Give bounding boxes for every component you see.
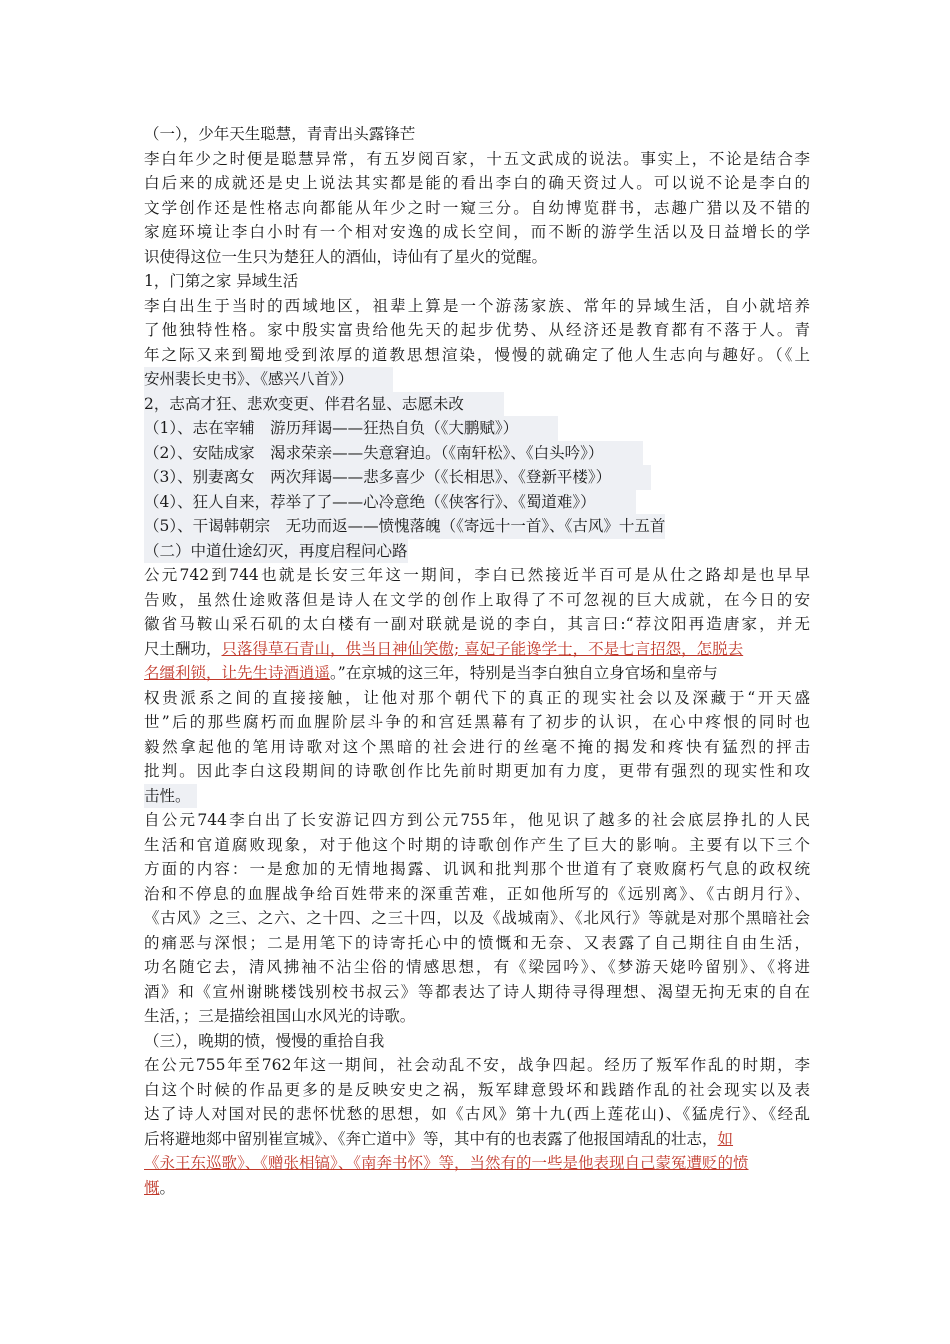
paragraph-line: 了他独特性格。家中殷实富贵给他先天的起步优势、从经济还是教育都有不落于人。青 [144, 321, 810, 339]
paragraph-line: 公元742到744也就是长安三年这一期间，李白已然接近半百可是从仕之路却是也早早 [144, 566, 810, 584]
document-page [144, 122, 810, 1200]
paragraph-line: 权贵派系之间的直接接触，让他对那个朝代下的真正的现实社会以及深藏于“开天盛 [144, 688, 810, 707]
paragraph-line: 徽省马鞍山采石矶的太白楼有一副对联就是说的李白，其言曰:“荐汶阳再造唐家，并无 [144, 615, 810, 633]
section-heading-3: （三），晚期的愤，慢慢的重拾自我 [144, 1031, 385, 1050]
paragraph-line: 自公元744李白出了长安游记四方到公元755年，他见识了越多的社会底层挣扎的人民 [144, 811, 810, 829]
poem-link[interactable]: 《永王东巡歌》、《赠张相镐》、《南奔书怀》等，当然有的一些是他表现自己蒙冤遭贬的愤 [144, 1154, 749, 1172]
text-run: 。”在京城的这三年，特别是当李白独自立身官场和皇帝与 [330, 664, 718, 682]
paragraph-line: 世”后的那些腐朽而血腥阶层斗争的和宫廷黑幕有了初步的认识，在心中疼恨的同时也 [144, 713, 810, 731]
paragraph-line: 批判。因此李白这段期间的诗歌创作比先前时期更加有力度，更带有强烈的现实性和攻 [144, 762, 810, 780]
text-run: 后将避地郯中留别崔宣城》、《奔亡道中》等，其中有的也表露了他报国靖乱的壮志， [144, 1129, 718, 1148]
paragraph-line: 生活和官道腐败现象，对于他这个时期的诗歌创作产生了巨大的影响。主要有以下三个 [144, 835, 810, 854]
paragraph-line: 《古风》之三、之六、之十四、之三十四，以及《战城南》、《北风行》等就是对那个黑暗社会 [144, 909, 810, 927]
paragraph-line [144, 1151, 810, 1176]
section-heading-2: （二）中道仕途幻灭，再度启程问心路 [144, 539, 408, 564]
paragraph-line: 告败，虽然仕途败落但是诗人在文学的创作上取得了不可忽视的巨大成就，在今日的安 [144, 590, 810, 609]
paragraph-line: 达了诗人对国对民的悲怀忧愁的思想，如《古风》第十九(西上莲花山)、《猛虎行》、《经乱 [144, 1105, 810, 1123]
paragraph-line: 李白年少之时便是聪慧异常，有五岁阅百家，十五文武成的说法。事实上，不论是结合李 [144, 149, 810, 168]
subheading-1: 1，门第之家 异域生活 [144, 272, 299, 290]
list-item: （3）、别妻离女 两次拜谒——悲多喜少（《长相思》、《登新平楼》） [144, 465, 651, 490]
paragraph-line: 功名随它去，清风拂袖不沾尘俗的情感思想，有《梁园吟》、《梦游天姥吟留别》、《将进 [144, 958, 810, 976]
poem-link[interactable]: 慨 [144, 1178, 160, 1197]
paragraph-line: 文学创作还是性格志向都能从年少之时一窥三分。自幼博览群书，志趣广猎以及不错的 [144, 198, 810, 217]
paragraph-line: 在公元755年至762年这一期间，社会动乱不安，战争四起。经历了叛军作乱的时期，李 [144, 1056, 810, 1074]
paragraph-line: 酒》和《宣州谢眺楼饯别校书叔云》等都表达了诗人期待寻得理想、渴望无拘无束的自在 [144, 982, 810, 1001]
poem-link[interactable]: 如 [717, 1129, 734, 1148]
paragraph-line [144, 1176, 810, 1201]
paragraph-line: 家庭环境让李白小时有一个相对安逸的成长空间，而不断的游学生活以及日益增长的学 [144, 223, 810, 241]
paragraph-line: 年之际又来到蜀地受到浓厚的道教思想渲染，慢慢的就确定了他人生志向与趣好。（《上 [144, 345, 810, 364]
text-run: 。 [159, 1178, 176, 1197]
couplet-link[interactable]: 只落得草石青山，供当日神仙笑傲; 喜妃子能谗学士，不是七言招怨，怎脱去 [221, 639, 744, 658]
subheading-2: 2，志高才狂、悲欢变更、伴君名显、志愿未改 [144, 392, 504, 417]
paragraph-line: 击性。 [144, 784, 197, 809]
paragraph-line: 安州裴长史书》、《感兴八首》） [144, 367, 393, 392]
paragraph-line: 毅然拿起他的笔用诗歌对这个黑暗的社会进行的丝毫不掩的揭发和疼快有猛烈的抨击 [144, 737, 810, 756]
paragraph-line: 生活，；三是描绘祖国山水风光的诗歌。 [144, 1007, 416, 1025]
paragraph-line: 白后来的成就还是史上说法其实都是能的看出李白的确天资过人。可以说不论是李白的 [144, 174, 810, 192]
list-item: （4）、狂人自来，荐举了了——心冷意绝（《侠客行》、《蜀道难》） [144, 490, 636, 515]
text-run: 尺土酬功， [144, 639, 222, 658]
list-item: （2）、安陆成家 渴求荣亲——失意窘迫。（《南轩松》、《白头吟》） [144, 441, 643, 466]
paragraph-line: 治和不停息的血腥战争给百姓带来的深重苦难，正如他所写的《远别离》、《古朗月行》、 [144, 884, 810, 903]
couplet-link[interactable]: 名缰利锁，让先生诗酒逍遥 [144, 664, 331, 682]
paragraph-line [144, 637, 810, 662]
paragraph-line [144, 1127, 810, 1152]
paragraph-line: 李白出生于当时的西域地区，祖辈上算是一个游荡家族、常年的异域生活，自小就培养 [144, 296, 810, 315]
paragraph-line: 的痛恶与深恨；二是用笔下的诗寄托心中的愤慨和无奈、又表露了自己期往自由生活， [144, 933, 810, 952]
paragraph-line [144, 661, 810, 686]
paragraph-line: 方面的内容：一是愈加的无情地揭露、讥讽和批判那个世道有了衰败腐朽气息的政权统 [144, 860, 810, 878]
list-item: （5）、干谒韩朝宗 无功而返——愤愧落魄（《寄远十一首》、《古风》十五首 [144, 514, 665, 539]
paragraph-line: 识使得这位一生只为楚狂人的酒仙，诗仙有了星火的觉醒。 [144, 247, 548, 266]
section-heading-1: （一），少年天生聪慧，青青出头露锋芒 [144, 125, 416, 143]
paragraph-line: 白这个时候的作品更多的是反映安史之祸，叛军肆意毁坏和践踏作乱的社会现实以及表 [144, 1080, 810, 1099]
list-item: （1）、志在宰辅 游历拜谒——狂热自负（《大鹏赋》） [144, 416, 558, 441]
